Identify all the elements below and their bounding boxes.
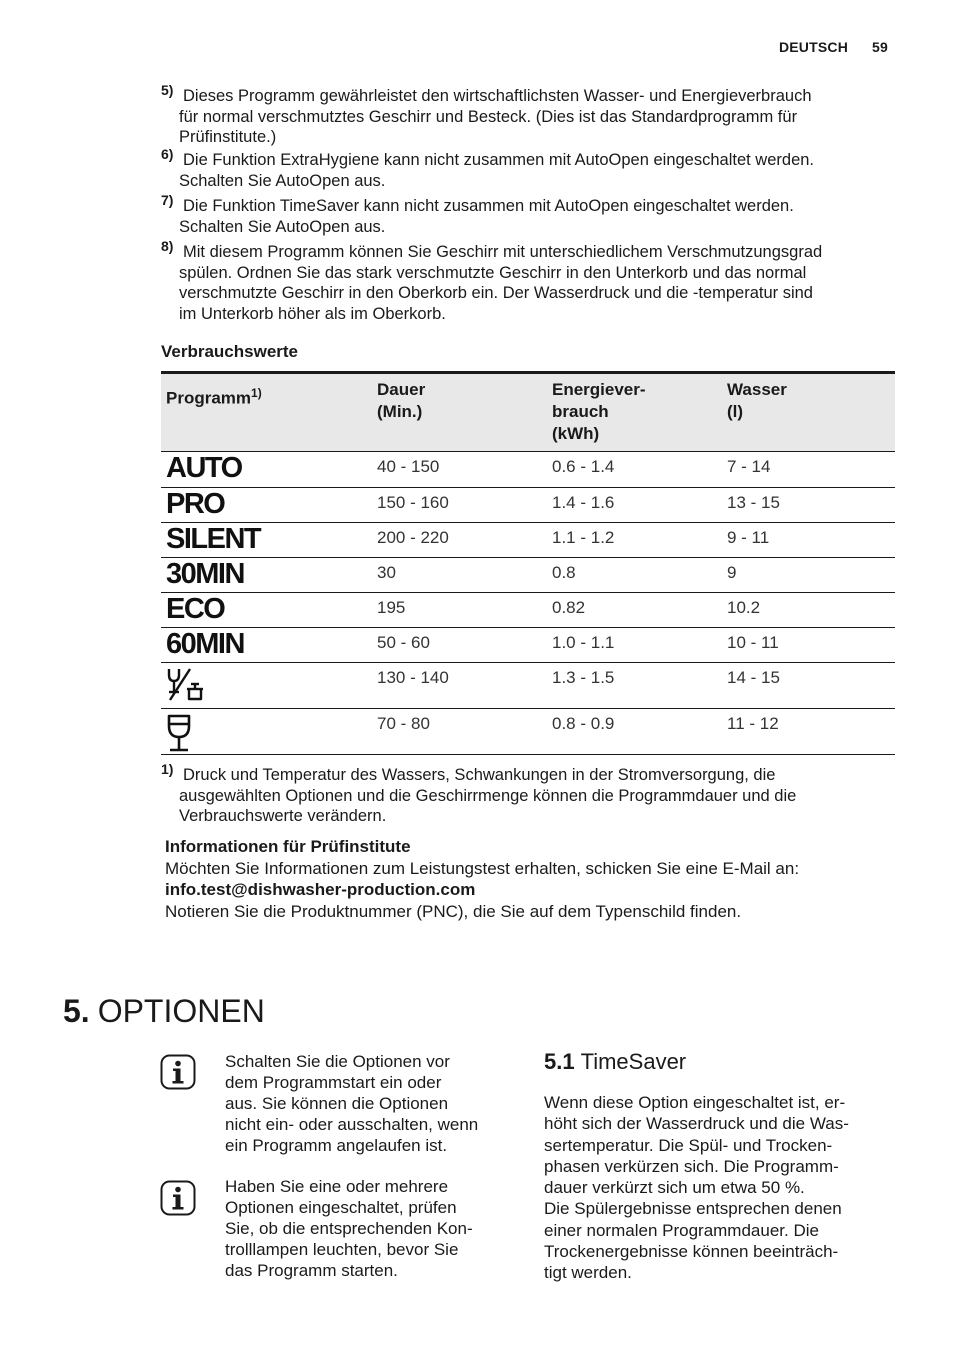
note-text: Schalten Sie die Optionen vor dem Programmstart ein oder aus. Sie können die Optionen nicht ein- oder ausschalten, wenn ein Programm angelaufen ist. xyxy=(225,1052,479,1155)
footnote-text: Prüfinstitute.) xyxy=(179,128,277,146)
program-name: ECO xyxy=(166,593,225,625)
energy-cell: 1.1 - 1.2 xyxy=(547,523,722,558)
footnote-8 xyxy=(161,238,896,324)
duration-cell: 195 xyxy=(372,593,547,628)
duration-cell: 150 - 160 xyxy=(372,488,547,523)
program-cell xyxy=(161,452,372,488)
program-cell xyxy=(161,709,372,755)
water-cell: 9 - 11 xyxy=(722,523,895,558)
duration-cell: 40 - 150 xyxy=(372,452,547,488)
note-text: Haben Sie eine oder mehrere Optionen eingeschaltet, prüfen Sie, ob die entsprechenden Kon- trolllampen leuchten, bevor Sie das Programm starten. xyxy=(225,1177,473,1280)
table-row xyxy=(161,593,895,628)
footnote-7 xyxy=(161,192,896,237)
subsection-number: 5.1 xyxy=(544,1049,575,1074)
header-program: Programm$^{1)}$ xyxy=(161,373,372,452)
program-cell xyxy=(161,593,372,628)
duration-cell: 50 - 60 xyxy=(372,628,547,663)
subsection-body: Wenn diese Option eingeschaltet ist, er- höht sich der Wasserdruck und die Was- sertemperatur. Die Spül- und Trocken- phasen verkürzen sich. Die Programm- dauer verkürzt sich um etwa 50 %. Die Spülergebnisse entsprechen denen einer normalen Programmdauer. Die Trockenergebnisse können beeinträch- tigt werden. xyxy=(544,1093,849,1283)
footnote-text: Schalten Sie AutoOpen aus. xyxy=(179,217,386,236)
program-cell xyxy=(161,628,372,663)
footnote-text: Die Funktion TimeSaver kann nicht zusammen mit AutoOpen eingeschaltet werden. xyxy=(183,197,794,215)
test-info-title: Informationen für Prüfinstitute xyxy=(165,837,411,856)
water-cell: 11 - 12 xyxy=(722,709,895,755)
duration-cell: 200 - 220 xyxy=(372,523,547,558)
header-duration: Dauer (Min.) xyxy=(372,373,547,452)
duration-cell: 130 - 140 xyxy=(372,663,547,709)
consumption-title: Verbrauchswerte xyxy=(161,342,299,361)
program-name: AUTO xyxy=(166,452,242,484)
footnote-text: spülen. Ordnen Sie das stark verschmutzte Geschirr in den Unterkorb und das normal xyxy=(179,263,807,282)
duration-cell: 30 xyxy=(372,558,547,593)
program-cell xyxy=(161,523,372,558)
footnote-text: ausgewählten Optionen und die Geschirrmenge können die Programmdauer und die xyxy=(179,786,797,805)
footnote-text: Druck und Temperatur des Wassers, Schwankungen in der Stromversorgung, die xyxy=(183,766,776,784)
test-info-text: Notieren Sie die Produktnummer (PNC), die Sie auf dem Typenschild finden. xyxy=(165,901,742,921)
footnote-text: für normal verschmutztes Geschirr und Besteck. (Dies ist das Standardprogramm für xyxy=(179,107,798,126)
energy-cell: 1.3 - 1.5 xyxy=(547,663,722,709)
energy-cell: 0.8 xyxy=(547,558,722,593)
glass-pot-icon xyxy=(166,666,208,704)
water-cell: 13 - 15 xyxy=(722,488,895,523)
footnote-marker: 6) xyxy=(161,146,174,162)
water-cell: 7 - 14 xyxy=(722,452,895,488)
footnote-text: Mit diesem Programm können Sie Geschirr mit unterschiedlichem Verschmutzungsgrad xyxy=(183,243,823,261)
footnote-5 xyxy=(161,82,896,148)
page-number: 59 xyxy=(872,39,888,55)
water-cell: 14 - 15 xyxy=(722,663,895,709)
test-info xyxy=(165,836,895,922)
section-number: 5. xyxy=(63,993,90,1029)
energy-cell: 0.8 - 0.9 xyxy=(547,709,722,755)
program-cell xyxy=(161,663,372,709)
footnote-text: Dieses Programm gewährleistet den wirtschaftlichsten Wasser- und Energieverbrauch xyxy=(183,87,812,105)
energy-cell: 1.4 - 1.6 xyxy=(547,488,722,523)
table-row xyxy=(161,663,895,709)
footnote-text: Schalten Sie AutoOpen aus. xyxy=(179,171,386,190)
energy-cell: 1.0 - 1.1 xyxy=(547,628,722,663)
consumption-table xyxy=(161,371,895,755)
program-name: SILENT xyxy=(166,523,261,555)
header-energy: Energiever- brauch (kWh) xyxy=(547,373,722,452)
test-info-email: info.test@dishwasher-production.com xyxy=(165,880,476,899)
test-info-text: Möchten Sie Informationen zum Leistungstest erhalten, schicken Sie eine E-Mail an: xyxy=(165,858,800,878)
duration-cell: 70 - 80 xyxy=(372,709,547,755)
footnote-text: im Unterkorb höher als im Oberkorb. xyxy=(179,304,446,323)
footnote-text: Die Funktion ExtraHygiene kann nicht zusammen mit AutoOpen eingeschaltet werden. xyxy=(183,151,815,169)
program-name: 30MIN xyxy=(166,558,244,590)
info-icon xyxy=(160,1054,196,1090)
subsection-title: TimeSaver xyxy=(580,1049,687,1074)
section-heading xyxy=(63,993,265,1030)
water-cell: 10.2 xyxy=(722,593,895,628)
table-row xyxy=(161,488,895,523)
table-footnote xyxy=(161,761,896,827)
footnote-marker: 8) xyxy=(161,238,174,254)
table-row xyxy=(161,452,895,488)
program-name: 60MIN xyxy=(166,628,244,660)
language-label: DEUTSCH xyxy=(778,39,849,55)
footnote-marker: 7) xyxy=(161,192,174,208)
program-cell xyxy=(161,558,372,593)
program-name: PRO xyxy=(166,488,225,520)
water-cell: 9 xyxy=(722,558,895,593)
table-row xyxy=(161,709,895,755)
footnote-text: verschmutzte Geschirr in den Oberkorb ein. Der Wasserdruck und die -temperatur sind xyxy=(179,284,813,302)
table-row xyxy=(161,523,895,558)
water-cell: 10 - 11 xyxy=(722,628,895,663)
info-icon xyxy=(160,1180,196,1216)
header-water: Wasser (l) xyxy=(722,373,895,452)
energy-cell: 0.82 xyxy=(547,593,722,628)
energy-cell: 0.6 - 1.4 xyxy=(547,452,722,488)
program-cell xyxy=(161,488,372,523)
table-row xyxy=(161,558,895,593)
footnote-ref: 1) xyxy=(251,386,262,400)
footnote-marker: 1) xyxy=(161,761,174,777)
page-header xyxy=(779,39,888,55)
subsection-heading xyxy=(544,1049,686,1075)
table-header-row xyxy=(161,373,895,452)
wine-glass-icon xyxy=(166,713,192,753)
section-title: OPTIONEN xyxy=(97,993,265,1029)
footnote-marker: 5) xyxy=(161,82,174,98)
footnote-text: Verbrauchswerte verändern. xyxy=(179,807,387,825)
table-row xyxy=(161,628,895,663)
footnote-6 xyxy=(161,146,896,191)
